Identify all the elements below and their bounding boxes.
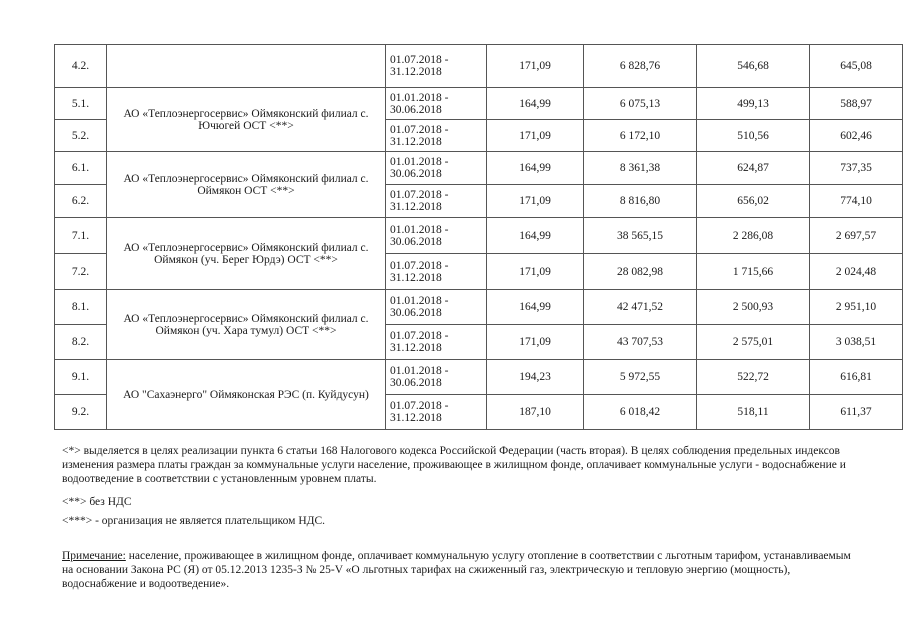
value-cell: 194,23 xyxy=(487,360,584,395)
value-cell: 588,97 xyxy=(810,88,903,120)
value-cell: 645,08 xyxy=(810,45,903,88)
footnote-vat-reason: <*> выделяется в целях реализации пункта 6 статьи 168 Налогового кодекса Российской Федерации (часть вторая). В целях соблюдения предельных индексов изменения размера платы граждан за коммунальные услуги население, проживающее в жилищном фонде, оплачивает коммунальные услуги - водоснабжение и водоотведение в соответствии с установленным уровнем платы. xyxy=(62,445,846,485)
value-cell: 499,13 xyxy=(697,88,810,120)
value-cell: 8 361,38 xyxy=(584,152,697,185)
value-cell: 187,10 xyxy=(487,395,584,430)
row-number: 9.2. xyxy=(55,395,107,430)
row-number: 8.2. xyxy=(55,325,107,360)
row-number: 5.1. xyxy=(55,88,107,120)
value-cell: 3 038,51 xyxy=(810,325,903,360)
value-cell: 2 951,10 xyxy=(810,290,903,325)
value-cell: 38 565,15 xyxy=(584,218,697,254)
value-cell: 164,99 xyxy=(487,152,584,185)
period-cell: 01.01.2018 - 30.06.2018 xyxy=(386,360,487,395)
row-number: 8.1. xyxy=(55,290,107,325)
value-cell: 2 286,08 xyxy=(697,218,810,254)
table-row xyxy=(55,152,903,185)
value-cell: 616,81 xyxy=(810,360,903,395)
table-row xyxy=(55,88,903,120)
value-cell: 8 816,80 xyxy=(584,185,697,218)
value-cell: 42 471,52 xyxy=(584,290,697,325)
value-cell: 164,99 xyxy=(487,218,584,254)
value-cell: 2 024,48 xyxy=(810,254,903,290)
period-cell: 01.01.2018 - 30.06.2018 xyxy=(386,88,487,120)
tariff-table xyxy=(54,44,903,430)
footnote-not-vat-payer: <***> - организация не является плательщиком НДС. xyxy=(62,515,326,527)
organization-cell xyxy=(107,45,386,88)
value-cell: 510,56 xyxy=(697,120,810,152)
period-cell: 01.07.2018 - 31.12.2018 xyxy=(386,325,487,360)
table-row xyxy=(55,45,903,88)
value-cell: 6 018,42 xyxy=(584,395,697,430)
period-cell: 01.01.2018 - 30.06.2018 xyxy=(386,152,487,185)
value-cell: 171,09 xyxy=(487,325,584,360)
table-row xyxy=(55,290,903,325)
period-cell: 01.01.2018 - 30.06.2018 xyxy=(386,218,487,254)
value-cell: 774,10 xyxy=(810,185,903,218)
period-cell: 01.01.2018 - 30.06.2018 xyxy=(386,290,487,325)
period-cell: 01.07.2018 - 31.12.2018 xyxy=(386,254,487,290)
value-cell: 28 082,98 xyxy=(584,254,697,290)
value-cell: 43 707,53 xyxy=(584,325,697,360)
value-cell: 2 575,01 xyxy=(697,325,810,360)
period-cell: 01.07.2018 - 31.12.2018 xyxy=(386,395,487,430)
period-cell: 01.07.2018 - 31.12.2018 xyxy=(386,120,487,152)
value-cell: 5 972,55 xyxy=(584,360,697,395)
value-cell: 1 715,66 xyxy=(697,254,810,290)
organization-cell: АО «Теплоэнергосервис» Оймяконский филиал с. Оймякон ОСТ <**> xyxy=(107,152,386,218)
value-cell: 6 828,76 xyxy=(584,45,697,88)
value-cell: 624,87 xyxy=(697,152,810,185)
organization-cell: АО «Теплоэнергосервис» Оймяконский филиал с. Оймякон (уч. Берег Юрдэ) ОСТ <**> xyxy=(107,218,386,290)
value-cell: 656,02 xyxy=(697,185,810,218)
row-number: 9.1. xyxy=(55,360,107,395)
value-cell: 522,72 xyxy=(697,360,810,395)
row-number: 7.2. xyxy=(55,254,107,290)
remark-label: Примечание: xyxy=(62,550,126,562)
value-cell: 602,46 xyxy=(810,120,903,152)
row-number: 6.1. xyxy=(55,152,107,185)
organization-cell: АО «Теплоэнергосервис» Оймяконский филиал с. Ючюгей ОСТ <**> xyxy=(107,88,386,152)
table-row xyxy=(55,360,903,395)
value-cell: 164,99 xyxy=(487,88,584,120)
value-cell: 164,99 xyxy=(487,290,584,325)
organization-cell: АО "Сахаэнерго" Оймяконская РЭС (п. Куйдусун) xyxy=(107,360,386,430)
organization-cell: АО «Теплоэнергосервис» Оймяконский филиал с. Оймякон (уч. Хара тумул) ОСТ <**> xyxy=(107,290,386,360)
remark-text: население, проживающее в жилищном фонде, оплачивает коммунальную услугу отопление в соответствии с льготным тарифом, устанавливаемым на основании Закона РС (Я) от 05.12.2013 1235-З № 25-V «О льготных тарифах на сжиженный газ, электрическую и тепловую энергию (мощность), водоснабжение и водоотведение». xyxy=(62,550,851,590)
row-number: 4.2. xyxy=(55,45,107,88)
value-cell: 737,35 xyxy=(810,152,903,185)
period-cell: 01.07.2018 - 31.12.2018 xyxy=(386,45,487,88)
value-cell: 2 500,93 xyxy=(697,290,810,325)
value-cell: 171,09 xyxy=(487,185,584,218)
value-cell: 546,68 xyxy=(697,45,810,88)
value-cell: 6 172,10 xyxy=(584,120,697,152)
value-cell: 2 697,57 xyxy=(810,218,903,254)
value-cell: 518,11 xyxy=(697,395,810,430)
row-number: 6.2. xyxy=(55,185,107,218)
value-cell: 611,37 xyxy=(810,395,903,430)
value-cell: 171,09 xyxy=(487,254,584,290)
row-number: 5.2. xyxy=(55,120,107,152)
table-row xyxy=(55,218,903,254)
row-number: 7.1. xyxy=(55,218,107,254)
remark-paragraph xyxy=(62,549,862,591)
value-cell: 171,09 xyxy=(487,45,584,88)
value-cell: 6 075,13 xyxy=(584,88,697,120)
period-cell: 01.07.2018 - 31.12.2018 xyxy=(386,185,487,218)
value-cell: 171,09 xyxy=(487,120,584,152)
footnote-no-vat: <**> без НДС xyxy=(62,496,132,508)
